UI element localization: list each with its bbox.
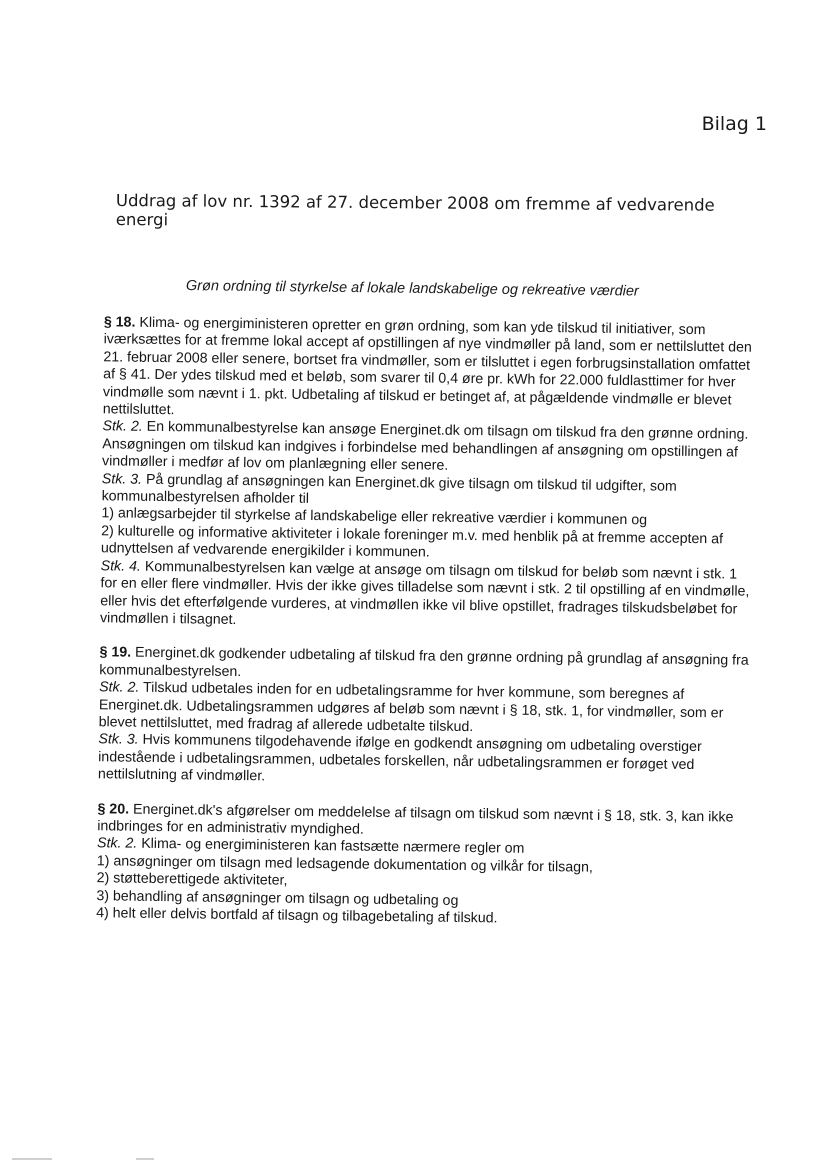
stk-text: En kommunalbestyrelse kan ansøge Energinet.dk om tilsagn om tilskud fra den grønne ordning. Ansøgningen om tilskud kan indgives i forbindelse med behandlingen af ansøgning om opstillingen af vindmøller i medfør af lov om planlægning eller senere. [101, 419, 749, 475]
stk-text: Tilskud udbetales inden for en udbetalingsramme for hver kommune, som beregnes af Energinet.dk. Udbetalingsrammen udgøres af beløb som nævnt i § 18, stk. 1, for vindmøller, som er blevet nettilsluttet, med fradrag af allerede udbetalte tilskud. [98, 679, 724, 736]
stk-label: Stk. 2. [96, 835, 138, 853]
stk-text: Klima- og energiministeren kan fastsætte nærmere regler om [141, 836, 525, 858]
list-item: 1) ansøgninger om tilsagn med ledsagende dokumentation og vilkår for tilsagn, [96, 852, 593, 876]
paragraph-18-stk-4 [82, 558, 755, 636]
stk-label: Stk. 3. [101, 470, 143, 488]
paragraph-text: Energinet.dk's afgørelser om meddelelse af tilsagn om tilskud som nævnt i § 18, stk. 3, kan ikke indbringes for en administrativ myndighed. [97, 801, 734, 838]
list-item: 1) anlægsarbejder til styrkelse af landskabelige eller rekreative værdier i kommunen og [101, 505, 648, 529]
stk-label: Stk. 2. [99, 679, 140, 696]
stk-text: Hvis kommunens tilgodehavende ifølge en godkendt ansøgning om udbetaling overstiger indestående i udbetalingsrammen, udbetales forskellen, når udbetalingsrammen er forøget ved nettilslutning af vindmøller. [97, 732, 702, 785]
section-heading: Grøn ordning til styrkelse af lokale landskabelige og rekreative værdier [185, 278, 639, 300]
paragraph-19-stk-2 [81, 679, 754, 740]
paragraph-number: § 19. [99, 644, 132, 661]
list-item: 3) behandling af ansøgninger om tilsagn og udbetaling og [96, 887, 459, 909]
stk-text: Kommunalbestyrelsen kan vælge at ansøge om tilsagn om tilskud for beløb som nævnt i stk. 1 for en eller flere vindmøller. Hvis der ikke gives tilladelse som nævnt i stk. 2 til opstilling af en vindmølle, eller hvis det efterfølgende vurderes, at vindmøllen ikke vil blive opstillet, fradrages tilskudsbeløbet for vindmøllen i tilsagnet. [99, 558, 750, 628]
stk-label: Stk. 2. [102, 418, 143, 436]
list-item: 2) støtteberettigede aktiviteter, [96, 870, 288, 889]
stk-label: Stk. 4. [100, 557, 142, 575]
paragraph-number: § 20. [97, 800, 130, 818]
paragraph-number: § 18. [103, 314, 136, 331]
paragraph-19-stk-3 [80, 731, 753, 792]
document-body [78, 314, 758, 931]
paragraph-text: Energinet.dk godkender udbetaling af tilskud fra den grønne ordning på grundlag af ansøgning fra kommunalbestyrelsen. [99, 644, 749, 680]
paragraph-18 [85, 314, 758, 427]
scan-artifact [0, 1158, 200, 1164]
document-title: Uddrag af lov nr. 1392 af 27. december 2008 om fremme af vedvarende energi [115, 191, 715, 230]
paragraph-text: Klima- og energiministeren opretter en grøn ordning, som kan yde tilskud til initiativer, som iværksættes for at fremme lokal accept af opstillingen af nye vindmøller på land, som er nettilsluttet den 21. februar 2008 eller senere, bortset fra vindmøller, som er tilsluttet i egen forbrugsinstallation omfattet af § 41. Der ydes tilskud med et beløb, som svarer til 0,4 øre pr. kWh for 22.000 fuldlasttimer for hver vindmølle som nævnt i 1. pkt. Udbetaling af tilskud er betinget af, at pågældende vindmølle er blevet nettilsluttet. [102, 314, 752, 419]
appendix-label: Bilag 1 [701, 113, 767, 135]
paragraph-18-stk-2 [84, 418, 757, 479]
stk-label: Stk. 3. [98, 731, 139, 749]
stk-text: På grundlag af ansøgningen kan Energinet.dk give tilsagn om tilskud til udgifter, som kommunalbestyrelsen afholder til [101, 471, 677, 507]
list-item: 2) kulturelle og informative aktiviteter i lokale foreninger m.v. med henblik på at fremme accepten af udnyttelsen af vedvarende energikilder i kommunen. [100, 523, 724, 561]
list-item: 4) helt eller delvis bortfald af tilsagn og tilbagebetaling af tilskud. [96, 905, 498, 927]
